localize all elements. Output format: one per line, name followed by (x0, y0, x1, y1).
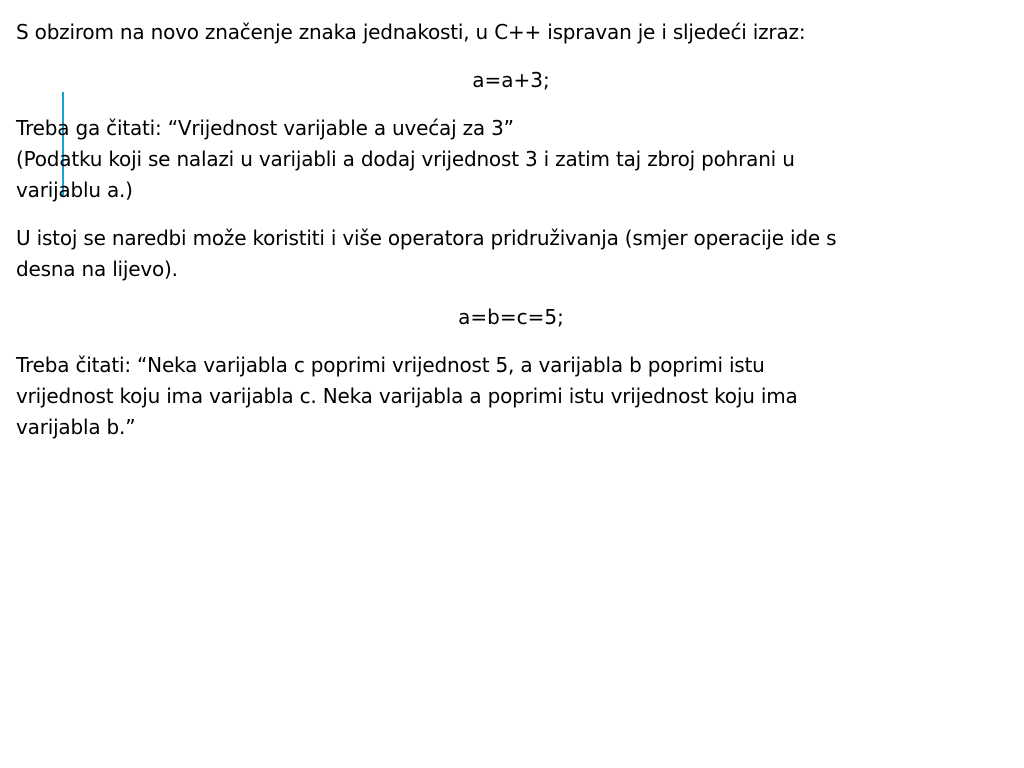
reading-explanation-1 (16, 113, 1006, 206)
multiple-assignment-paragraph (16, 223, 1006, 285)
reading-1-line-2: (Podatku koji se nalazi u varijabli a dodaj vrijednost 3 i zatim taj zbroj pohrani u (16, 147, 795, 171)
reading-1-line-1: Treba ga čitati: “Vrijednost varijable a uvećaj za 3” (16, 116, 514, 140)
expression-a-equals-a-plus-3: a=a+3; (472, 68, 550, 92)
reading-explanation-2 (16, 350, 1006, 443)
slide-content (16, 17, 1006, 443)
multi-line-1: U istoj se naredbi može koristiti i više operatora pridruživanja (smjer operacije ide s (16, 226, 837, 250)
reading-2-line-2: vrijednost koju ima varijabla c. Neka varijabla a poprimi istu vrijednost koju ima (16, 384, 798, 408)
reading-2-line-3: varijabla b.” (16, 415, 136, 439)
intro-paragraph: S obzirom na novo značenje znaka jednakosti, u C++ ispravan je i sljedeći izraz: (16, 20, 806, 44)
reading-2-line-1: Treba čitati: “Neka varijabla c poprimi vrijednost 5, a varijabla b poprimi istu (16, 353, 765, 377)
expression-a-b-c-equals-5: a=b=c=5; (458, 305, 564, 329)
reading-1-line-3: varijablu a.) (16, 178, 133, 202)
multi-line-2: desna na lijevo). (16, 257, 178, 281)
